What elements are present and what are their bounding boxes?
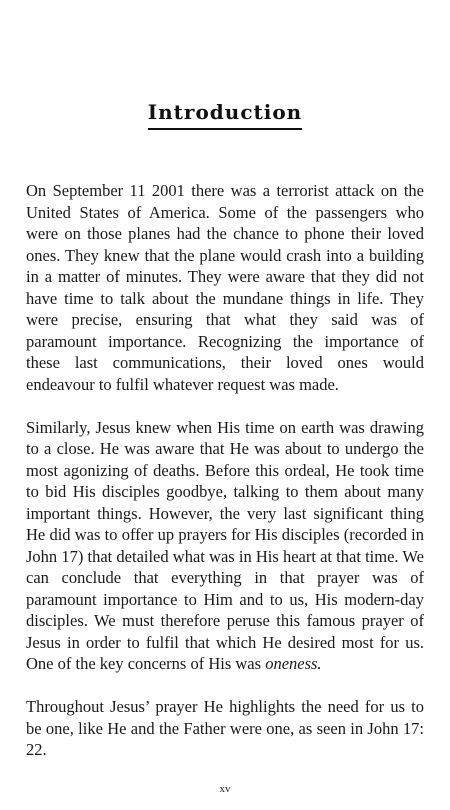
chapter-title: Introduction [148, 100, 302, 130]
page-number: xv [219, 783, 231, 795]
paragraph-1: On September 11 2001 there was a terrorist attack on the United States of America. Some of the passengers who were on those planes had the chance to phone their loved ones. They knew that the plane would crash into a building in a matter of minutes. They were aware that they did not have time to talk about the mundane things in life. They were precise, ensuring that what they said was of paramount importance. Recognizing the importance of these last communications, their loved ones would endeavour to fulfil whatever request was made. [26, 181, 424, 394]
paragraph-2 [26, 417, 424, 675]
paragraph-3: Throughout Jesus’ prayer He highlights the need for us to be one, like He and the Father were one, as seen in John 17: 22. [26, 697, 424, 759]
emphasis-oneness: oneness. [265, 654, 322, 673]
paragraph-2-text: Similarly, Jesus knew when His time on earth was drawing to a close. He was aware that He was about to undergo the most agonizing of deaths. Before this ordeal, He took time to bid His disciples goodbye, talking to them about many important things. However, the very last significant thing He did was to offer up prayers for His disciples (recorded in John 17) that detailed what was in His heart at that time. We can conclude that everything in that prayer was of paramount importance to Him and to us, His modern-day disciples. We must therefore peruse this famous prayer of Jesus in order to fulfil that which He desired most for us. One of the key concerns of His was [26, 417, 424, 673]
chapter-body [26, 180, 424, 782]
chapter-heading [0, 100, 450, 130]
